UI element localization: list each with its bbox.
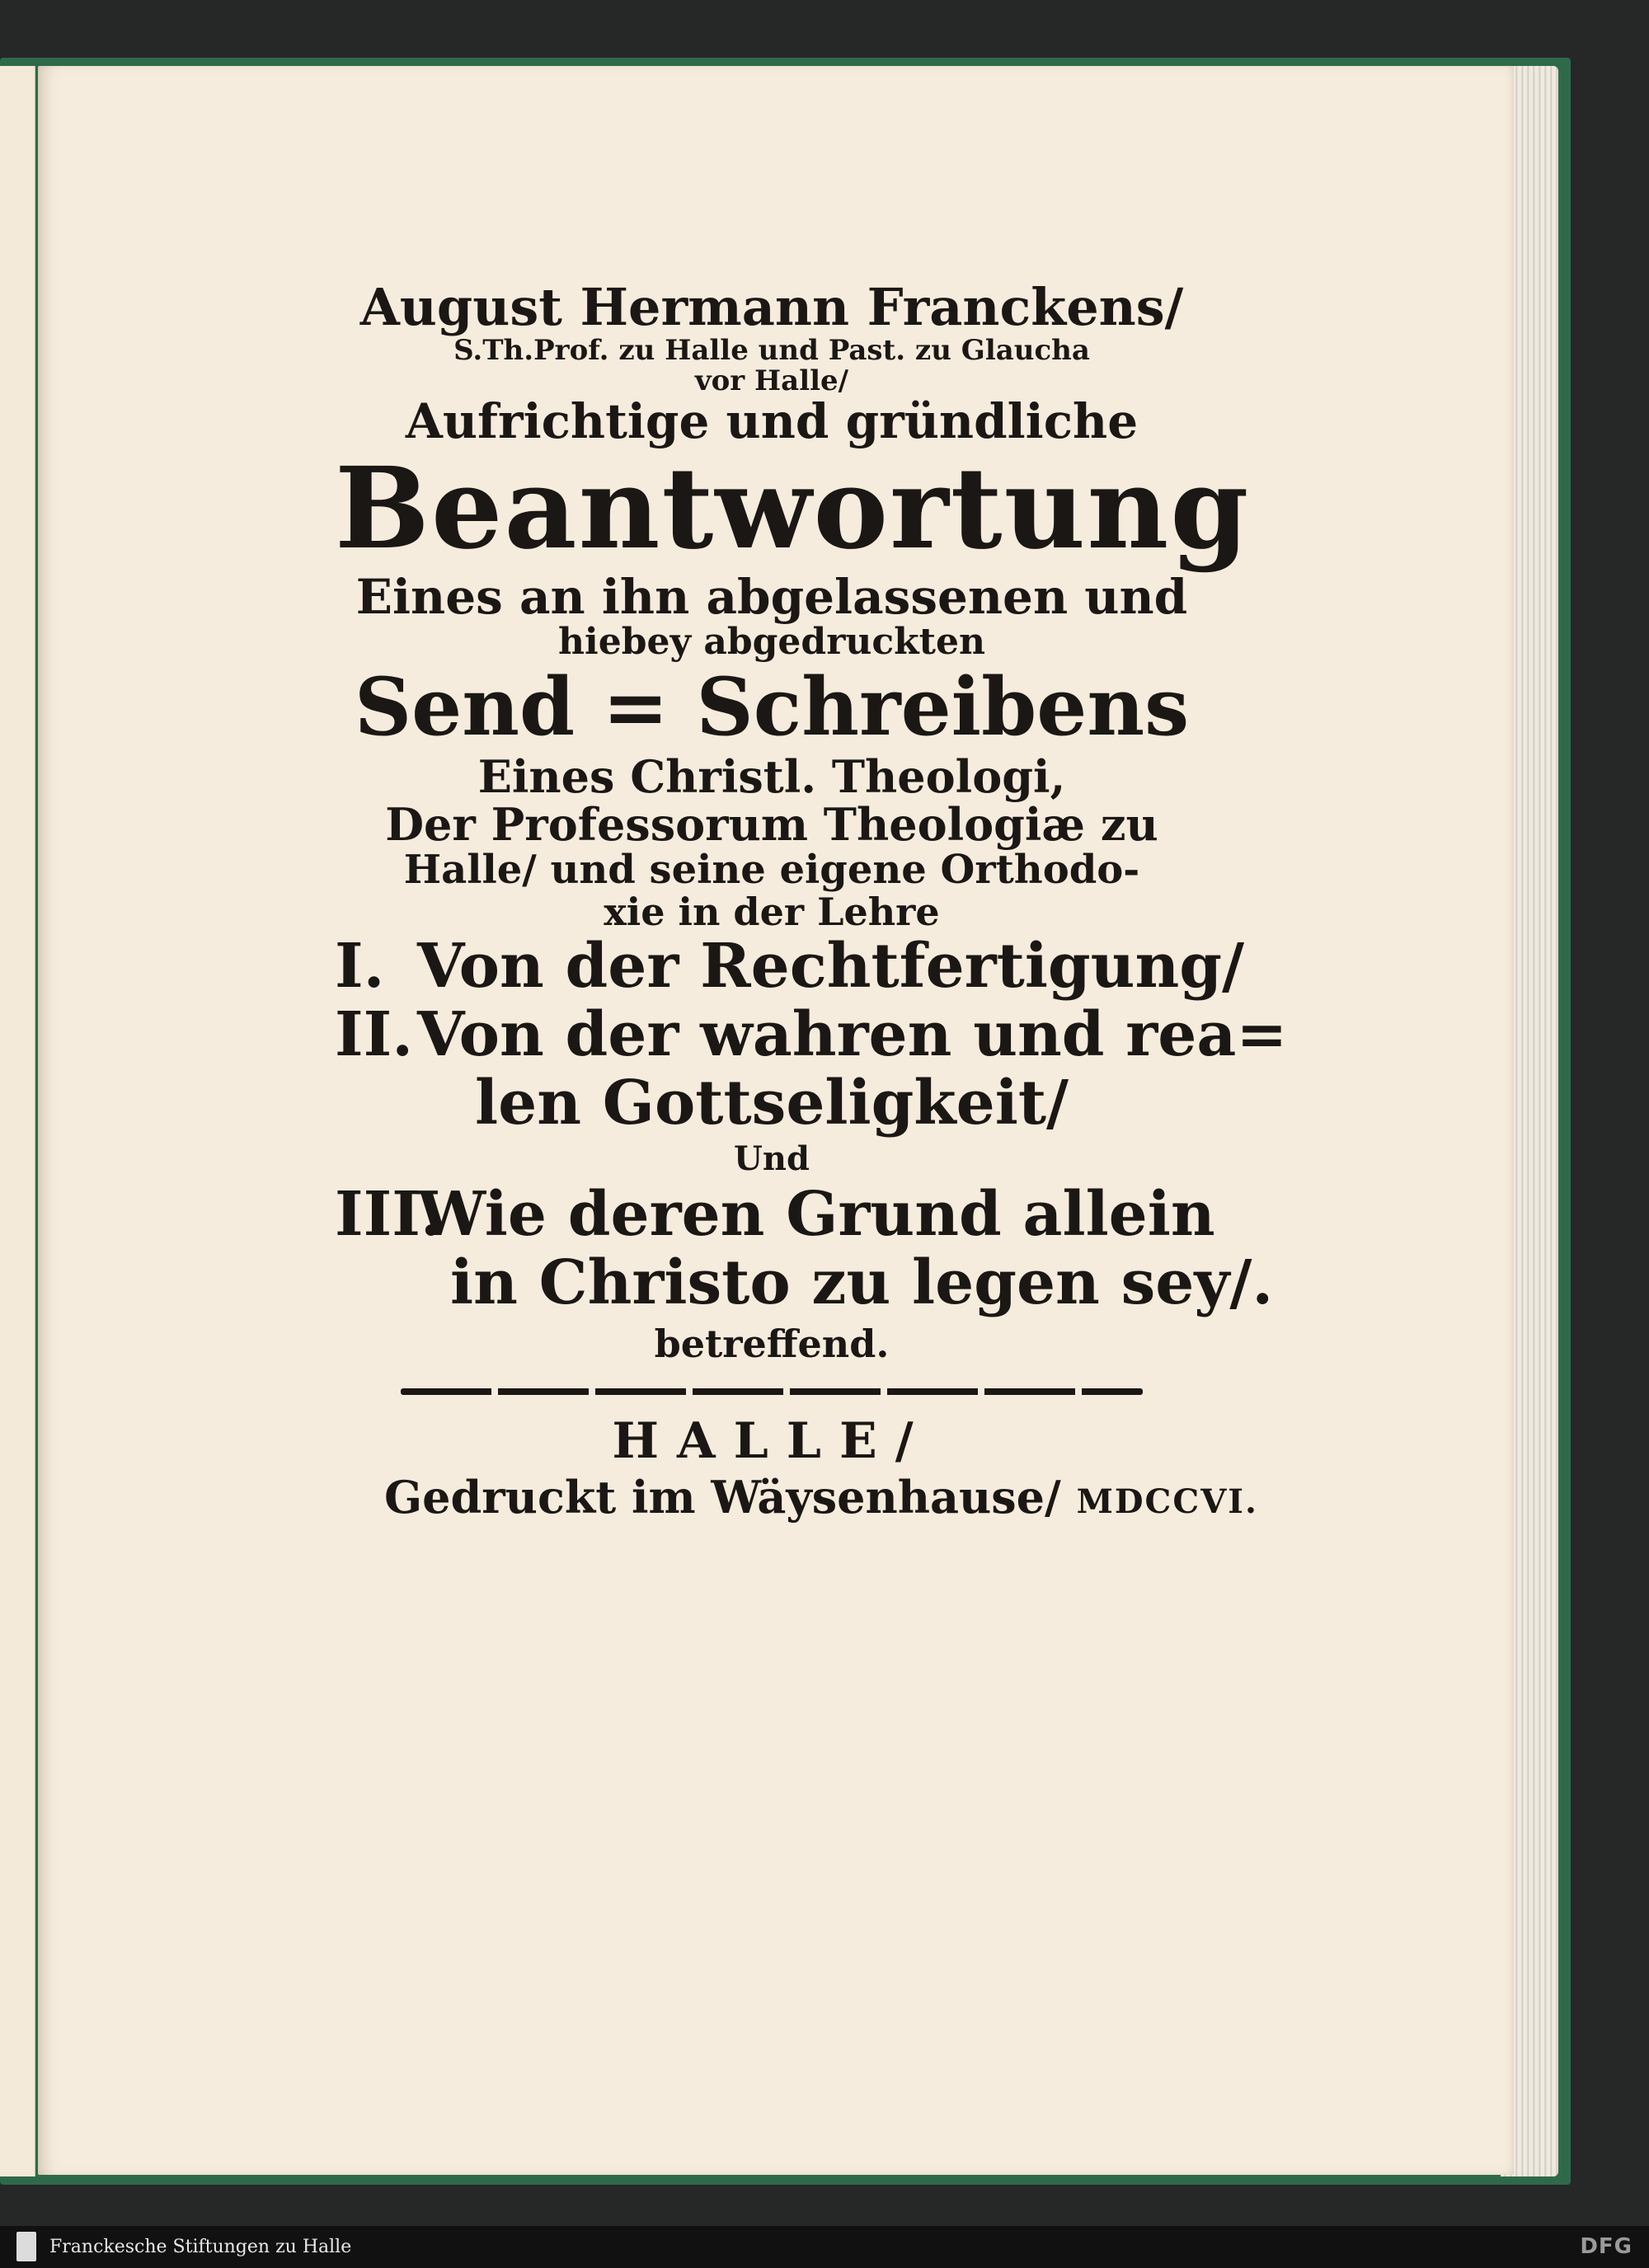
sendschreiben-line: Send = Schreibens [354,660,1190,754]
city-line: HALLE/ [612,1412,932,1471]
adjectives-line: Aufrichtige und gründliche [405,393,1139,450]
eines-line: Eines an ihn abgelassenen und [355,568,1188,625]
place-line: vor Halle/ [694,364,849,397]
item-1 [335,931,1245,1003]
professorum-line: Der Professorum Theologiæ zu [385,798,1158,852]
und-line: Und [734,1139,810,1178]
item-2-number: II. [335,999,413,1071]
item-1-text: Von der Rechtfertigung/ [417,931,1245,1003]
item-2-continued: len Gottseligkeit/ [475,1068,1069,1139]
item-3-continued: in Christo zu legen sey/. [450,1247,1274,1318]
imprint-year: MDCCVI. [1076,1482,1258,1522]
item-3-text: Wie deren Grund allein [417,1178,1215,1250]
viewer-footer [0,2226,1649,2268]
author-line: August Hermann Franckens/ [359,277,1184,337]
institution-name: Franckesche Stiftungen zu Halle [49,2237,352,2257]
ornamental-rule [401,1388,1143,1395]
christl-line: Eines Christl. Theologi, [477,750,1066,804]
lehre-line: xie in der Lehre [604,889,940,934]
main-title: Beantwortung [335,443,1251,575]
hiebey-line: hiebey abgedruckten [558,621,985,664]
title-page [38,66,1514,2175]
item-2-text: Von der wahren und rea= [417,999,1288,1071]
item-2 [335,999,1288,1071]
institution-logo-icon [16,2232,36,2261]
item-3 [335,1178,1215,1250]
item-3-number: III. [335,1178,442,1250]
author-titles: S.Th.Prof. zu Halle und Past. zu Glaucha [453,333,1090,367]
halle-line: Halle/ und seine eigene Orthodo- [403,846,1140,893]
item-1-number: I. [335,931,385,1003]
imprint-text: Gedruckt im Wäysenhause/ [384,1471,1061,1524]
betreffend-line: betreffend. [654,1321,890,1366]
imprint-line [335,1471,1258,1524]
dfg-logo: DFG [1580,2234,1633,2259]
title-block [335,277,1288,1524]
left-page-edge [0,66,35,2176]
